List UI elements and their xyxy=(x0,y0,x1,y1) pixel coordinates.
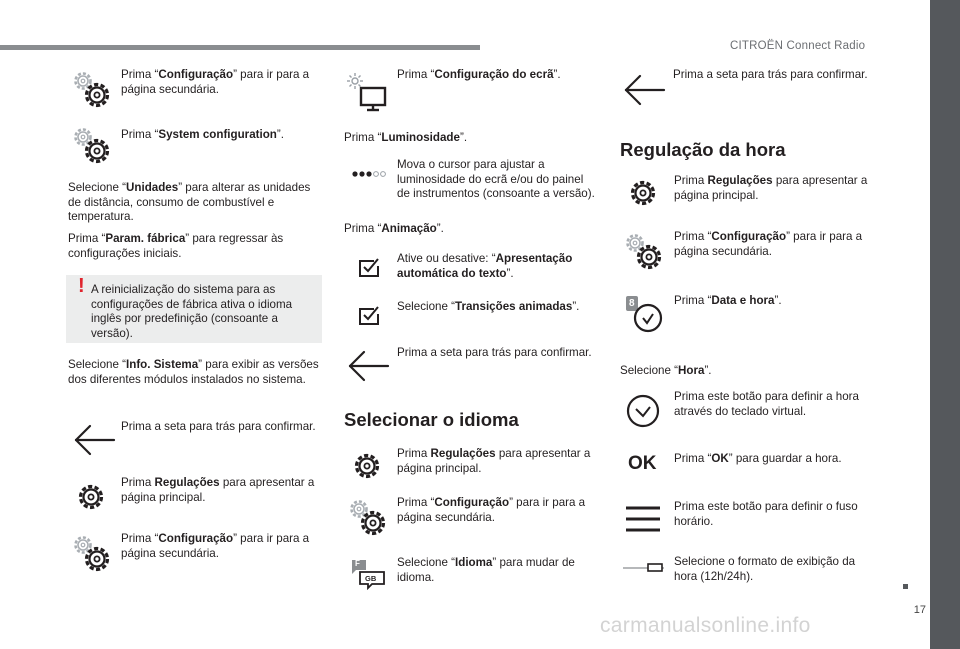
language-icon-gb: GB xyxy=(365,574,377,583)
brand-title: CITROËN Connect Radio xyxy=(730,40,866,52)
settings-secondary-icon xyxy=(72,534,112,574)
display-config-icon xyxy=(346,72,388,112)
settings-secondary-icon xyxy=(348,498,388,538)
instruction-back-arrow: Prima a seta para trás para confirmar. xyxy=(68,418,330,462)
instruction-display-config: Prima “Configuração do ecrã”. xyxy=(344,66,606,112)
clock-icon xyxy=(624,294,666,334)
brightness-slider-icon xyxy=(352,168,388,180)
menu-list-icon xyxy=(624,505,662,533)
checkbox-checked-icon xyxy=(358,304,380,326)
paragraph-system-info: Selecione “Info. Sistema” para exibir as versões dos diferentes módulos instalados no sistema. xyxy=(68,358,319,386)
paragraph-brightness: Prima “Luminosidade”. xyxy=(344,131,468,144)
paragraph-factory-reset: Prima “Param. fábrica” para regressar às configurações iniciais. xyxy=(68,232,284,260)
section-heading-language: Selecionar o idioma xyxy=(344,409,519,430)
instruction-time-zone: Prima este botão para definir o fuso horário. xyxy=(620,500,882,540)
settings-secondary-icon xyxy=(72,126,112,166)
confirm-circle-icon xyxy=(626,394,660,428)
side-band xyxy=(930,0,960,649)
settings-icon xyxy=(74,480,108,514)
instruction-system-configuration: Prima “System configuration”. xyxy=(68,122,330,164)
warning-text: A reinicialização do sistema para as configurações de fábrica ativa o idioma inglês por predefinição (consoante a versão). xyxy=(91,283,293,340)
instruction-configuration-3: Prima “Configuração” para ir para a página secundária. xyxy=(344,494,606,538)
ok-icon: OK xyxy=(628,453,657,474)
language-icon xyxy=(350,558,386,590)
toggle-slider-icon xyxy=(622,561,666,573)
instruction-configuration-4: Prima “Configuração” para ir para a página secundária. xyxy=(620,228,882,272)
language-icon-f: F xyxy=(355,559,360,568)
instruction-time-format: Selecione o formato de exibição da hora (12h/24h). xyxy=(620,555,882,595)
settings-secondary-icon xyxy=(624,232,664,272)
settings-icon xyxy=(350,449,384,483)
warning-icon: ! xyxy=(78,275,85,297)
paragraph-units: Selecione “Unidades” para alterar as unidades de distância, consumo de combustível e temperatura. xyxy=(68,181,311,223)
back-arrow-icon xyxy=(72,422,116,458)
instruction-date-time: 8 Prima “Data e hora”. xyxy=(620,290,882,334)
instruction-brightness-slider: Mova o cursor para ajustar a luminosidade do ecrã e/ou do painel de instrumentos (consoante a versão). xyxy=(344,158,606,218)
instruction-configuration-2: Prima “Configuração” para ir para a página secundária. xyxy=(68,530,330,574)
settings-icon xyxy=(626,176,660,210)
paragraph-animation: Prima “Animação”. xyxy=(344,222,444,235)
settings-secondary-icon xyxy=(72,70,112,110)
paragraph-hour: Selecione “Hora”. xyxy=(620,364,712,377)
instruction-settings-main: Prima Regulações para apresentar a página principal. xyxy=(68,474,330,518)
continue-marker xyxy=(903,584,908,589)
back-arrow-icon xyxy=(622,72,666,108)
instruction-animated-transitions: Selecione “Transições animadas”. xyxy=(344,298,606,330)
instruction-back-arrow-2: Prima a seta para trás para confirmar. xyxy=(344,344,606,384)
clock-badge-number: 8 xyxy=(629,298,635,309)
back-arrow-icon xyxy=(346,348,390,384)
instruction-language: F GB Selecione “Idioma” para mudar de idioma. xyxy=(344,554,606,594)
instruction-configuration: Prima “Configuração” para ir para a página secundária. xyxy=(68,66,330,108)
instruction-settings-main-2: Prima Regulações para apresentar a página principal. xyxy=(344,445,606,485)
instruction-settings-main-3: Prima Regulações para apresentar a página principal. xyxy=(620,172,882,212)
page-number: 17 xyxy=(913,604,926,616)
instruction-auto-text: Ative ou desative: “Apresentação automática do texto”. xyxy=(344,250,606,290)
instruction-back-arrow-3: Prima a seta para trás para confirmar. xyxy=(620,66,882,106)
instruction-ok: OK Prima “OK” para guardar a hora. xyxy=(628,452,842,474)
instruction-virtual-keyboard: Prima este botão para definir a hora através do teclado virtual. xyxy=(620,390,882,430)
header-rule xyxy=(0,45,480,50)
checkbox-checked-icon xyxy=(358,256,380,278)
warning-box xyxy=(66,275,322,343)
watermark: carmanualsonline.info xyxy=(600,614,811,637)
section-heading-time: Regulação da hora xyxy=(620,139,786,160)
